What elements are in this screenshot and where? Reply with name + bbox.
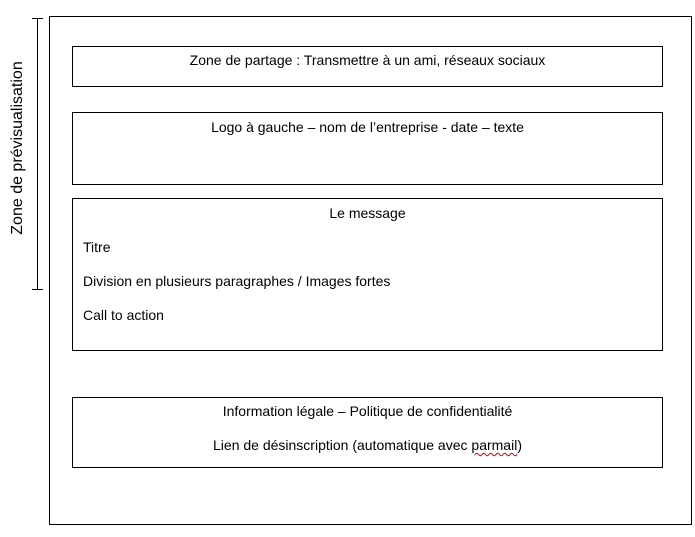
share-zone-box xyxy=(72,46,663,87)
unsubscribe-prefix: Lien de désinscription (automatique avec xyxy=(213,437,472,453)
preview-zone-bracket xyxy=(37,18,38,290)
footer-unsubscribe-text xyxy=(73,437,662,454)
header-zone-text: Logo à gauche – nom de l’entreprise - date – texte xyxy=(211,119,524,135)
preview-zone-bracket-bottom-cap xyxy=(32,289,43,290)
footer-legal-text: Information légale – Politique de confidentialité xyxy=(222,403,513,419)
preview-zone-bracket-top-cap xyxy=(32,18,43,19)
unsubscribe-word-spellcheck: parmail xyxy=(471,437,518,453)
header-zone-box xyxy=(72,112,663,185)
unsubscribe-suffix: ) xyxy=(517,437,522,453)
message-zone-box xyxy=(72,198,663,351)
message-line-call-to-action: Call to action xyxy=(83,307,164,323)
share-zone-text: Zone de partage : Transmettre à un ami, réseaux sociaux xyxy=(189,52,546,68)
message-line-paragraphs: Division en plusieurs paragraphes / Images fortes xyxy=(83,273,391,289)
message-line-title: Titre xyxy=(83,239,111,255)
preview-zone-label: Zone de prévisualisation xyxy=(9,61,26,235)
message-zone-title: Le message xyxy=(329,205,406,221)
footer-zone-box xyxy=(72,397,663,468)
